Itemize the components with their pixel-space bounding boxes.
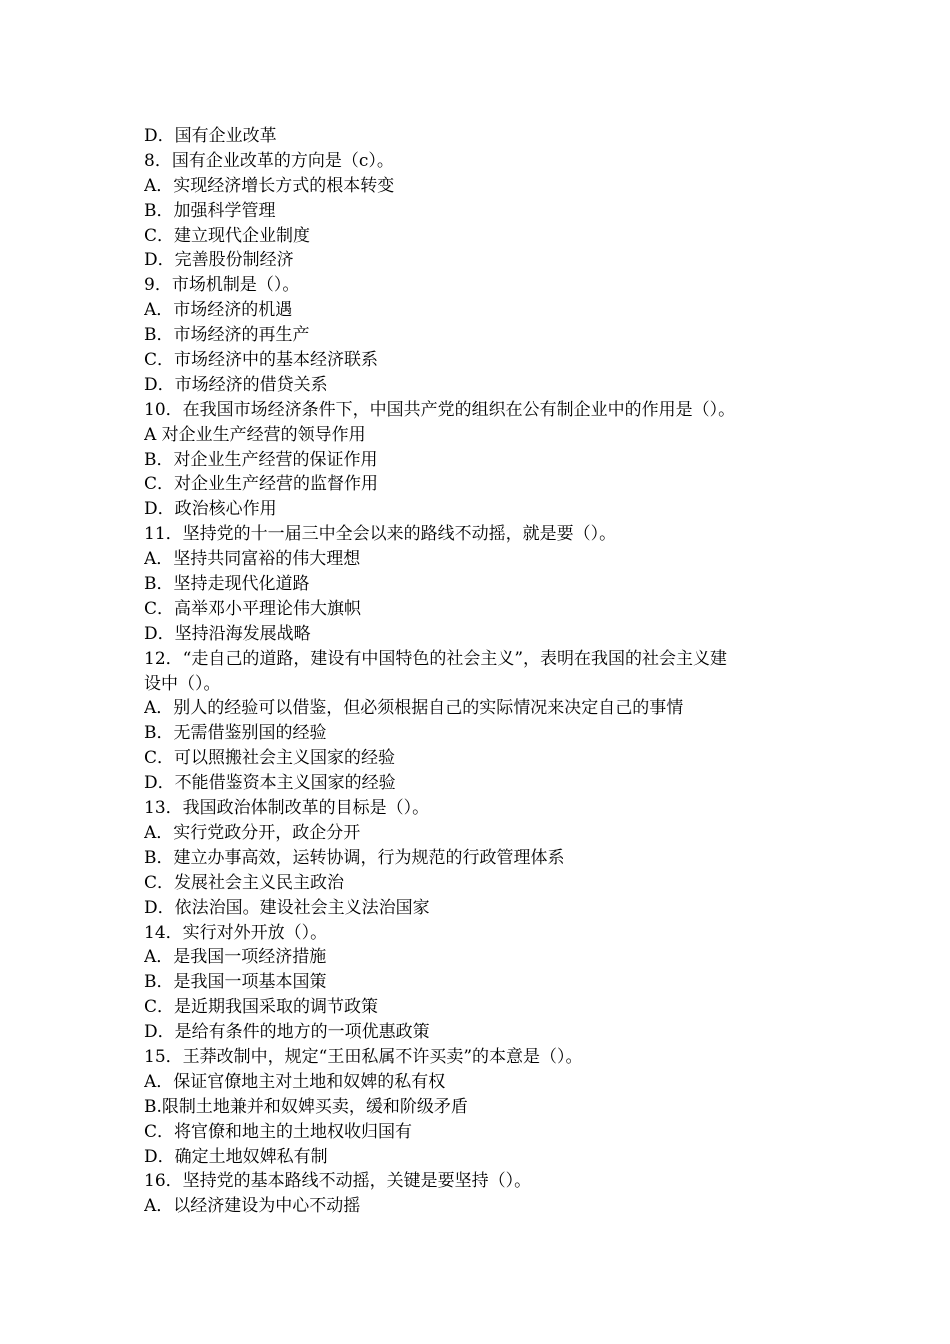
question-line: 16．坚持党的基本路线不动摇，关键是要坚持（）。 (144, 1171, 532, 1192)
option-line: D．完善股份制经济 (144, 250, 294, 271)
option-line: C．可以照搬社会主义国家的经验 (144, 748, 396, 769)
option-line: A．以经济建设为中心不动摇 (144, 1196, 361, 1217)
option-line: A 对企业生产经营的领导作用 (144, 424, 366, 445)
question-line-continued: 设中（）。 (144, 673, 221, 694)
option-line: C．对企业生产经营的监督作用 (144, 474, 379, 495)
option-line: A．坚持共同富裕的伟大理想 (144, 549, 361, 570)
option-line: A．保证官僚地主对土地和奴婢的私有权 (144, 1071, 446, 1092)
option-line: B．坚持走现代化道路 (144, 574, 310, 595)
option-line: B．建立办事高效，运转协调，行为规范的行政管理体系 (144, 847, 565, 868)
option-line: D．是给有条件的地方的一项优惠政策 (144, 1022, 430, 1043)
option-line: D．依法治国。建设社会主义法治国家 (144, 897, 430, 918)
option-line: B．加强科学管理 (144, 200, 276, 221)
option-line: A．是我国一项经济措施 (144, 947, 327, 968)
option-line: B.限制土地兼并和奴婢买卖，缓和阶级矛盾 (144, 1096, 468, 1117)
option-line: D．不能借鉴资本主义国家的经验 (144, 773, 396, 794)
option-line: B．市场经济的再生产 (144, 325, 310, 346)
option-line: A．别人的经验可以借鉴，但必须根据自己的实际情况来决定自己的事情 (144, 698, 684, 719)
question-line: 14．实行对外开放（）。 (144, 922, 328, 943)
option-line: D．坚持沿海发展战略 (144, 623, 311, 644)
option-line: B．是我国一项基本国策 (144, 972, 327, 993)
option-line: C．高举邓小平理论伟大旗帜 (144, 598, 362, 619)
question-line: 11．坚持党的十一届三中全会以来的路线不动摇，就是要（）。 (144, 524, 617, 545)
document-page (144, 124, 816, 1219)
option-line: C．是近期我国采取的调节政策 (144, 997, 379, 1018)
option-line: C．将官僚和地主的土地权收归国有 (144, 1121, 413, 1142)
option-line: A．实现经济增长方式的根本转变 (144, 175, 395, 196)
option-line: D．确定土地奴婢私有制 (144, 1146, 328, 1167)
option-line: C．建立现代企业制度 (144, 225, 311, 246)
question-line: 8．国有企业改革的方向是（c）。 (144, 150, 394, 171)
question-line: 13．我国政治体制改革的目标是（）。 (144, 798, 430, 819)
option-line: A．市场经济的机遇 (144, 300, 293, 321)
option-line: C．发展社会主义民主政治 (144, 872, 345, 893)
option-line: D．政治核心作用 (144, 499, 277, 520)
option-line: D．市场经济的借贷关系 (144, 374, 328, 395)
option-line: C．市场经济中的基本经济联系 (144, 350, 379, 371)
option-line: B．无需借鉴别国的经验 (144, 723, 327, 744)
option-line: D．国有企业改革 (144, 126, 277, 146)
option-line: A．实行党政分开，政企分开 (144, 822, 361, 843)
question-line: 12．“走自己的道路，建设有中国特色的社会主义”，表明在我国的社会主义建 (144, 648, 728, 669)
question-line: 10．在我国市场经济条件下，中国共产党的组织在公有制企业中的作用是（）。 (144, 399, 736, 420)
question-line: 15．王莽改制中，规定“王田私属不许买卖”的本意是（）。 (144, 1046, 583, 1067)
option-line: B．对企业生产经营的保证作用 (144, 449, 378, 470)
question-line: 9．市场机制是（）。 (144, 275, 300, 296)
